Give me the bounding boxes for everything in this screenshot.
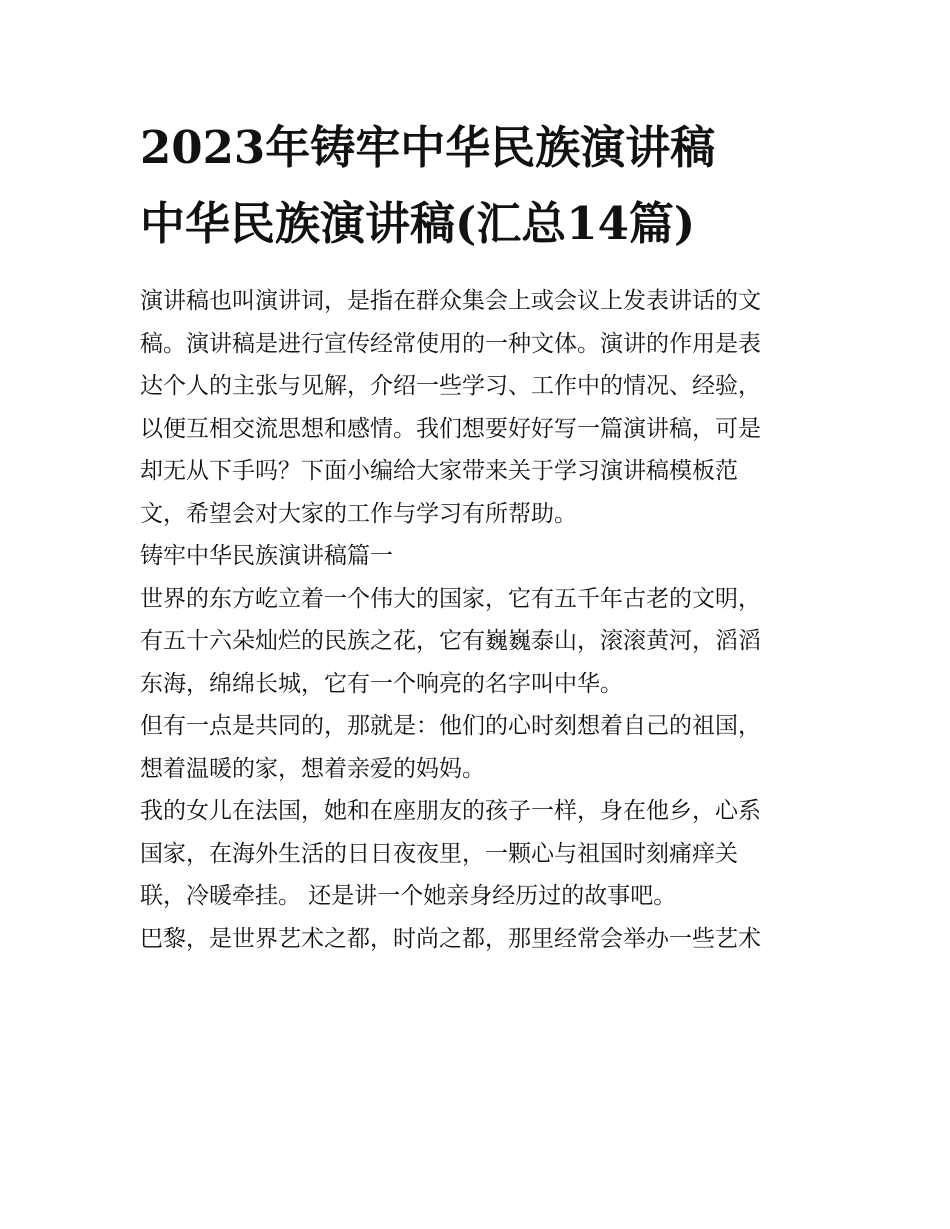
document-title-line-1: 2023年铸牢中华民族演讲稿 [140,121,716,174]
section-heading: 铸牢中华民族演讲稿篇一 [140,543,393,569]
paragraph-line: 联，冷暖牵挂。 还是讲一个她亲身经历过的故事吧。 [140,883,677,909]
paragraph-line: 稿。演讲稿是进行宣传经常使用的一种文体。演讲的作用是表 [140,330,761,357]
paragraph-line: 以便互相交流思想和感情。我们想要好好写一篇演讲稿，可是 [140,415,761,442]
paragraph-line: 却无从下手吗？下面小编给大家带来关于学习演讲稿模板范 [140,458,738,484]
paragraph-line: 巴黎，是世界艺术之都，时尚之都，那里经常会举办一些艺术 [140,925,761,952]
paragraph-line: 世界的东方屹立着一个伟大的国家，它有五千年古老的文明， [140,585,761,612]
document-title-line-2: 中华民族演讲稿(汇总14篇) [140,197,696,250]
paragraph-line: 国家，在海外生活的日日夜夜里，一颗心与祖国时刻痛痒关 [140,840,738,867]
paragraph-line: 演讲稿也叫演讲词，是指在群众集会上或会议上发表讲话的文 [140,288,761,314]
paragraph-line: 有五十六朵灿烂的民族之花，它有巍巍泰山，滚滚黄河，滔滔 [140,628,761,654]
document-body [140,280,820,960]
paragraph-line: 东海，绵绵长城，它有一个响亮的名字叫中华。 [140,670,623,697]
paragraph-line: 我的女儿在法国，她和在座朋友的孩子一样，身在他乡，心系 [140,798,761,824]
paragraph-line: 达个人的主张与见解，介绍一些学习、工作中的情况、经验， [140,373,761,399]
paragraph-line: 文，希望会对大家的工作与学习有所帮助。 [140,500,577,527]
paragraph-line: 但有一点是共同的，那就是：他们的心时刻想着自己的祖国， [140,713,761,739]
paragraph-line: 想着温暖的家，想着亲爱的妈妈。 [140,755,485,782]
